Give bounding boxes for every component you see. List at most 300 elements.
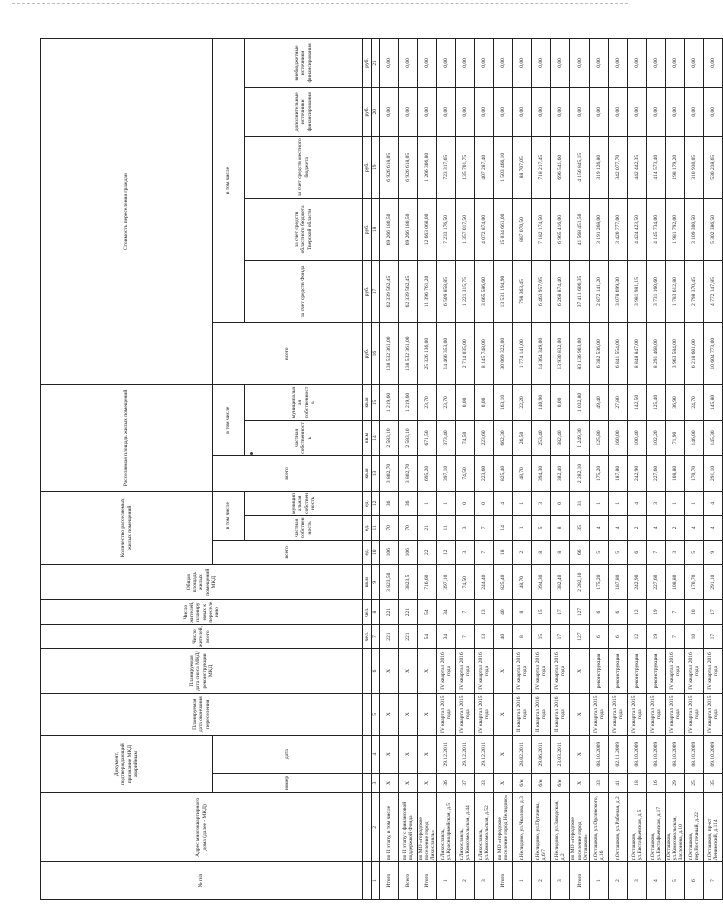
- table-row-cell: 716,60: [418, 564, 437, 600]
- table-row-cell: 3: [551, 862, 570, 900]
- table-row-cell: 48,70: [513, 456, 532, 492]
- table-row-cell: 12: [437, 540, 456, 564]
- table-row-cell: 4: [494, 491, 513, 515]
- units-row-cell: кв.м: [363, 385, 372, 421]
- header-cost-extra: дополнительные источники финансирования: [245, 87, 363, 136]
- units-row-cell: [363, 793, 372, 862]
- table-row-cell: 1: [589, 862, 608, 900]
- table-row: [665, 39, 684, 900]
- table-row-cell: 135 701,75: [456, 136, 475, 198]
- table-row-cell: 1: [513, 862, 532, 900]
- table-row: [589, 39, 608, 900]
- table-row-cell: 4 145 734,00: [646, 198, 665, 260]
- table-row-cell: 160,00: [608, 420, 627, 456]
- column-numbers-row-cell: 13: [372, 456, 380, 492]
- header-total-area: Общая площадь жилых помещений МКД: [41, 564, 363, 600]
- table-row-cell: 6 926 618,05: [380, 136, 399, 198]
- table-row-cell: X: [380, 773, 399, 793]
- header-area-municipal: муниципальная собственность: [245, 385, 363, 421]
- table-row-cell: 0,00: [589, 39, 608, 88]
- table-row-cell: 138 532 361,00: [399, 323, 418, 385]
- table-row-cell: по II этапу с финансовой поддержкой Фонда: [399, 793, 418, 862]
- table-row: [704, 39, 723, 900]
- table-row-cell: 170,70: [685, 456, 704, 492]
- table-row-cell: 10 604 773,00: [704, 323, 723, 385]
- table-row-cell: 3 420 777,00: [608, 198, 627, 260]
- table-row-cell: 35: [570, 516, 589, 540]
- table-row-cell: 146,00: [685, 420, 704, 456]
- table-row-cell: 0: [456, 491, 475, 515]
- header-num: № п/п: [41, 862, 363, 900]
- column-numbers-row-cell: 4: [372, 735, 380, 773]
- table-row-cell: 0,00: [570, 39, 589, 88]
- units-row-cell: руб.: [363, 323, 372, 385]
- table-row-cell: 30 069 322,00: [494, 323, 513, 385]
- table-row-cell: X: [494, 773, 513, 793]
- table-row-cell: 0,00: [513, 39, 532, 88]
- units-row-cell: кв.м: [363, 420, 372, 456]
- table-row-cell: 6 463 957,05: [532, 260, 551, 322]
- table-row-cell: 62 339 562,45: [380, 260, 399, 322]
- table-row-cell: 1: [437, 862, 456, 900]
- units-row-cell: кв.м: [363, 456, 372, 492]
- table-row-cell: X: [399, 773, 418, 793]
- table-row-cell: 138 532 361,00: [380, 323, 399, 385]
- table-row-cell: 3: [532, 491, 551, 515]
- units-row-cell: руб.: [363, 87, 372, 136]
- table-row-cell: реконструкция: [589, 649, 608, 693]
- column-numbers-row-cell: 17: [372, 260, 380, 322]
- column-numbers-row-cell: 18: [372, 198, 380, 260]
- table-row-cell: IV квартал 2015 года: [456, 693, 475, 735]
- table-row-cell: IV квартал 2016 года: [437, 649, 456, 693]
- table-row-cell: 291,10: [704, 564, 723, 600]
- table-row-cell: 5: [532, 516, 551, 540]
- table-row-cell: 23,70: [437, 385, 456, 421]
- table-row-cell: X: [570, 693, 589, 735]
- table-row-cell: 0,00: [380, 39, 399, 88]
- table-row-cell: 5: [685, 540, 704, 564]
- table-row-cell: 2 798 370,45: [685, 260, 704, 322]
- table-row-cell: X: [380, 693, 399, 735]
- table-row-cell: 0,00: [456, 385, 475, 421]
- table-row-cell: 0,00: [437, 39, 456, 88]
- table-row-cell: 27,80: [608, 385, 627, 421]
- table-row-cell: 33: [475, 773, 494, 793]
- table-row-cell: 08.10.2009: [589, 735, 608, 773]
- units-row-cell: чел.: [363, 600, 372, 624]
- table-row-cell: 407 287,40: [475, 136, 494, 198]
- table-row-cell: 70: [399, 516, 418, 540]
- table-row-cell: 41 568 451,50: [570, 198, 589, 260]
- header-cost-fund: за счет средств Фонда: [245, 260, 363, 322]
- header-count-private: частная собственность: [245, 516, 363, 540]
- table-row-cell: 0,00: [608, 87, 627, 136]
- table-row-cell: по II этапу, в том числе: [380, 793, 399, 862]
- table-row-cell: 8: [551, 540, 570, 564]
- table-row-cell: 4 156 845,15: [570, 136, 589, 198]
- table-row-cell: 34: [437, 600, 456, 624]
- header-area-private: частная собственность: [245, 420, 363, 456]
- table-row-cell: 10: [685, 600, 704, 624]
- units-row-cell: [363, 693, 372, 735]
- table-row: [437, 39, 456, 900]
- table-row-cell: 19: [646, 600, 665, 624]
- table-row-cell: 11 396 761,20: [418, 260, 437, 322]
- table-row-cell: 142,50: [627, 385, 646, 421]
- table-row-cell: 2: [665, 516, 684, 540]
- table-row-cell: 2: [627, 516, 646, 540]
- table-row-cell: 28.02.2011: [513, 735, 532, 773]
- table-row-cell: 17: [551, 624, 570, 648]
- table-row-cell: 16: [646, 773, 665, 793]
- table-row-cell: 22: [418, 540, 437, 564]
- table-row-cell: 127: [570, 624, 589, 648]
- table-row-cell: Всего: [399, 862, 418, 900]
- table-row-cell: 33: [589, 773, 608, 793]
- table-row-cell: 108,80: [665, 456, 684, 492]
- table-row-cell: 74,50: [456, 456, 475, 492]
- table-row-cell: 3823,5: [399, 564, 418, 600]
- table-row-cell: 4: [646, 516, 665, 540]
- table-row-cell: 1: [437, 491, 456, 515]
- table-row-cell: 8: [532, 540, 551, 564]
- header-doc-date: дата: [213, 735, 363, 773]
- column-numbers-row-cell: 21: [372, 39, 380, 88]
- header-cost-total: всего: [213, 323, 363, 385]
- table-row-cell: 0,00: [532, 39, 551, 88]
- table-row-cell: 1: [608, 491, 627, 515]
- column-numbers-row-cell: 6: [372, 649, 380, 693]
- table-row: [418, 39, 437, 900]
- table-row-cell: 3: [475, 862, 494, 900]
- table-row-cell: 0,00: [665, 87, 684, 136]
- table-row-cell: IV квартал 2016 года: [532, 649, 551, 693]
- table-row-cell: 54: [418, 624, 437, 648]
- table-row-cell: 0,00: [608, 39, 627, 88]
- table-row-cell: X: [494, 693, 513, 735]
- table-row-cell: 8 848 847,00: [627, 323, 646, 385]
- table-row-cell: 0,00: [551, 385, 570, 421]
- table-row-cell: 4: [685, 516, 704, 540]
- table-row-cell: 1 266 306,80: [418, 136, 437, 198]
- table-row-cell: 6: [627, 540, 646, 564]
- table-row-cell: 0,00: [551, 87, 570, 136]
- table-row-cell: 29.12.2011: [475, 735, 494, 773]
- table-row-cell: 41: [608, 773, 627, 793]
- table-row-cell: X: [570, 649, 589, 693]
- table-row-cell: 40: [494, 624, 513, 648]
- table-row-cell: 1 219,60: [399, 385, 418, 421]
- table-row-cell: г.Лихославль, ул.Комсомольская, д.44: [456, 793, 475, 862]
- table-row-cell: 3 731 160,60: [646, 260, 665, 322]
- table-row: [475, 39, 494, 900]
- table-row-cell: 8: [513, 600, 532, 624]
- table-row-cell: 4 772 147,85: [704, 260, 723, 322]
- table-row-cell: 6: [608, 600, 627, 624]
- table-row-cell: 2: [513, 540, 532, 564]
- table-row-cell: 1: [685, 491, 704, 515]
- table-row-cell: 14: [494, 516, 513, 540]
- table-row-cell: 4: [589, 516, 608, 540]
- table-row-cell: 382,40: [551, 564, 570, 600]
- table-row-cell: 0,00: [551, 39, 570, 88]
- table-row-cell: 1 249,30: [570, 420, 589, 456]
- table-row-cell: 3 981 981,15: [627, 260, 646, 322]
- table-row-cell: 02.11.2009: [608, 735, 627, 773]
- table-row-cell: 25: [685, 773, 704, 793]
- table-row-cell: 6 841 554,00: [608, 323, 627, 385]
- table-row-cell: 0,00: [494, 87, 513, 136]
- table-row-cell: 0,00: [704, 87, 723, 136]
- table-row-cell: 26,50: [513, 420, 532, 456]
- table-row-cell: 140,90: [532, 385, 551, 421]
- table-row-cell: 7: [475, 540, 494, 564]
- table-row-cell: 6/н: [513, 773, 532, 793]
- table-row-cell: 2 714 035,00: [456, 323, 475, 385]
- column-numbers-row-cell: 11: [372, 516, 380, 540]
- table-row-cell: 0,00: [399, 39, 418, 88]
- table-row-cell: 6: [608, 624, 627, 648]
- table-row-cell: 19: [646, 624, 665, 648]
- table-row-cell: 4: [704, 516, 723, 540]
- units-row-cell: руб.: [363, 198, 372, 260]
- table-row-cell: 223,60: [475, 420, 494, 456]
- table-row-cell: 7: [704, 862, 723, 900]
- table-row-cell: 12: [627, 624, 646, 648]
- column-numbers-row-cell: 10: [372, 540, 380, 564]
- table-row-cell: по МО «городское поселение город Осташков»: [570, 793, 589, 862]
- table-row-cell: 163,10: [494, 385, 513, 421]
- table-row: [513, 39, 532, 900]
- units-row-cell: [363, 649, 372, 693]
- table-row-cell: 1 357 017,50: [456, 198, 475, 260]
- table-row-cell: 2: [456, 862, 475, 900]
- table-row-cell: 21: [418, 516, 437, 540]
- header-area-total: всего: [213, 456, 363, 492]
- table-row-cell: X: [399, 735, 418, 773]
- table-row-cell: г.Осташков, ул.Евстафьевская, д.17: [646, 793, 665, 862]
- table-row-cell: 198 179,20: [665, 136, 684, 198]
- table-row-cell: 36,90: [665, 385, 684, 421]
- table-row-cell: 2 282,10: [570, 564, 589, 600]
- table-row-cell: г.Осташков, ул.Орловского, д.16: [589, 793, 608, 862]
- table-row-cell: 0,00: [532, 87, 551, 136]
- table-row-cell: 31: [570, 491, 589, 515]
- table-row-cell: г.Нелидово, ул.Чкалова, д.3: [513, 793, 532, 862]
- table-row-cell: 319 126,80: [589, 136, 608, 198]
- table-row-cell: 29.12.2011: [456, 735, 475, 773]
- table-row-cell: 6 965 416,00: [551, 198, 570, 260]
- table-row-cell: 37: [456, 773, 475, 793]
- table-row-cell: 6 218 601,00: [685, 323, 704, 385]
- table-row-cell: 1: [513, 491, 532, 515]
- table-row-cell: 4 424 423,50: [627, 198, 646, 260]
- units-row-cell: чел.: [363, 624, 372, 648]
- header-cost-group: Стоимость переселения граждан: [41, 39, 213, 385]
- header-count-municipal: муниципальная собственность: [245, 491, 363, 515]
- table-row-cell: 3 191 268,00: [589, 198, 608, 260]
- table-row-cell: 2: [532, 862, 551, 900]
- table-row-cell: реконструкция: [646, 649, 665, 693]
- table-row-cell: 1: [513, 516, 532, 540]
- units-row-cell: руб.: [363, 260, 372, 322]
- table-row-cell: 125,80: [589, 420, 608, 456]
- table-row-cell: 175,20: [589, 564, 608, 600]
- table-row-cell: 102,20: [646, 420, 665, 456]
- table-row-cell: 3: [665, 540, 684, 564]
- table-row-cell: 3 109 300,50: [685, 198, 704, 260]
- header-area-group: Расселяемая площадь жилых помещений: [41, 385, 213, 492]
- table-row-cell: 22,20: [513, 385, 532, 421]
- table-row-cell: 3: [456, 516, 475, 540]
- table-row-cell: 221: [380, 624, 399, 648]
- table-row-cell: X: [494, 649, 513, 693]
- table-row-cell: 145,30: [704, 420, 723, 456]
- table-row-cell: 6/н: [532, 773, 551, 793]
- table-row-cell: 187,80: [608, 564, 627, 600]
- table-row-cell: 5 302 386,50: [704, 198, 723, 260]
- table-row-cell: 69 266 180,50: [399, 198, 418, 260]
- table-row-cell: 0,00: [456, 87, 475, 136]
- table-row-cell: 7: [665, 600, 684, 624]
- units-row-cell: ед.: [363, 516, 372, 540]
- table-row-cell: 227,60: [646, 456, 665, 492]
- table-row-cell: 0,00: [704, 39, 723, 88]
- table-row-cell: 0,00: [627, 39, 646, 88]
- table-row-cell: 4: [704, 491, 723, 515]
- table-row-cell: г.Лихославль, ул.Красноармейская, д.5: [437, 793, 456, 862]
- table-row-cell: 88 707,05: [513, 136, 532, 198]
- table-row-cell: 13: [475, 600, 494, 624]
- table-row-cell: X: [570, 773, 589, 793]
- column-numbers-row-cell: 12: [372, 491, 380, 515]
- header-cost-incl: в том числе: [213, 39, 245, 323]
- table-row-cell: 8: [513, 624, 532, 648]
- table-row-cell: 3 665 586,60: [475, 260, 494, 322]
- table-row-cell: г.Осташков, ул.Комсомольская, Заслонова, д.10: [665, 793, 684, 862]
- table-row-cell: 29.06.2011: [532, 735, 551, 773]
- table-row-cell: по МО «городское поселение город Нелидово»: [494, 793, 513, 862]
- table-row-cell: 12 663 068,00: [418, 198, 437, 260]
- table-row-cell: 106: [380, 540, 399, 564]
- table-row-cell: 3 802,70: [399, 456, 418, 492]
- table-row-cell: 13 531 194,90: [494, 260, 513, 322]
- table-row-cell: 175,20: [589, 456, 608, 492]
- units-row-cell: ед.: [363, 540, 372, 564]
- table-row-cell: 08.10.2009: [665, 735, 684, 773]
- rotated-table-wrapper: [40, 38, 720, 900]
- table-row-cell: 36: [437, 773, 456, 793]
- header-count-group: Количество расселяемых жилых помещений: [41, 491, 213, 564]
- table-row-cell: X: [418, 649, 437, 693]
- table-row-cell: 8 145 748,00: [475, 323, 494, 385]
- table-row-cell: 0: [475, 491, 494, 515]
- table-row-cell: 69 266 180,50: [380, 198, 399, 260]
- table-row-cell: 12: [627, 600, 646, 624]
- column-numbers-row-cell: 19: [372, 136, 380, 198]
- table-row-cell: 3 823,50: [380, 564, 399, 600]
- table-row-cell: 0,00: [627, 87, 646, 136]
- table-row-cell: 397,10: [437, 456, 456, 492]
- table-row-cell: 18: [627, 773, 646, 793]
- table-row-cell: 0,00: [475, 87, 494, 136]
- table-row-cell: 8 291 468,00: [646, 323, 665, 385]
- table-row-cell: 13 930 832,00: [551, 323, 570, 385]
- table-row-cell: 15: [532, 624, 551, 648]
- table-row-cell: 0,00: [665, 39, 684, 88]
- column-numbers-row-cell: 1: [372, 862, 380, 900]
- table-row-cell: IV квартал 2016 года: [456, 649, 475, 693]
- table-row-cell: 1 774 141,00: [513, 323, 532, 385]
- table-row-cell: 442 442,35: [627, 136, 646, 198]
- header-planned-demolition: Планируемая дата сноса МКД/реконструкции МКД: [41, 649, 363, 693]
- table-row-cell: Итого: [418, 862, 437, 900]
- table-row-cell: 6: [589, 624, 608, 648]
- table-row: [627, 39, 646, 900]
- table-row-cell: 397,10: [437, 564, 456, 600]
- table-row: [494, 39, 513, 900]
- table-row-cell: IV квартал 2015 года: [646, 693, 665, 735]
- table-row-cell: 244,40: [475, 564, 494, 600]
- column-numbers-row-cell: 7: [372, 624, 380, 648]
- table-row-cell: г.Лихославль, ул.Комсомольская, д.52: [475, 793, 494, 862]
- table-row-cell: 6/н: [551, 773, 570, 793]
- table-row: [380, 39, 399, 900]
- table-row-cell: 1: [418, 491, 437, 515]
- table-row-cell: 2 583,10: [380, 420, 399, 456]
- table-row-cell: 54: [418, 600, 437, 624]
- units-row-cell: кв.м: [363, 564, 372, 600]
- table-row-cell: 2 583,10: [399, 420, 418, 456]
- table-row-cell: 0,00: [685, 87, 704, 136]
- units-row-cell: [363, 773, 372, 793]
- table-row-cell: IV квартал 2015 года: [627, 693, 646, 735]
- table-row-cell: 223,60: [475, 456, 494, 492]
- table-row-cell: X: [418, 693, 437, 735]
- column-numbers-row-cell: 2: [372, 793, 380, 862]
- table-row-cell: 0,00: [399, 87, 418, 136]
- table-row-cell: 718 217,45: [532, 136, 551, 198]
- table-row-cell: 373,40: [437, 420, 456, 456]
- table-row-cell: 106: [399, 540, 418, 564]
- table-row-cell: 25 326 136,00: [418, 323, 437, 385]
- units-row: [363, 39, 372, 900]
- table-row-cell: 23.03.2011: [551, 735, 570, 773]
- table-row-cell: 6: [589, 600, 608, 624]
- table-row-cell: 37 411 606,35: [570, 260, 589, 322]
- table-row-cell: 342 077,70: [608, 136, 627, 198]
- table-row-cell: 1 783 612,80: [665, 260, 684, 322]
- table-row-cell: 0,00: [380, 87, 399, 136]
- header-doc-number: номер: [213, 773, 363, 793]
- table-row-cell: 0,00: [513, 87, 532, 136]
- table-row-cell: 127: [570, 600, 589, 624]
- table-row-cell: 2 282,10: [570, 456, 589, 492]
- table-row: [646, 39, 665, 900]
- table-row-cell: 0,00: [646, 39, 665, 88]
- top-dashed-rule: [12, 3, 628, 4]
- table-row-cell: X: [418, 773, 437, 793]
- table-row-cell: X: [418, 735, 437, 773]
- table-row-cell: 40: [494, 600, 513, 624]
- table-row-cell: 0,00: [456, 39, 475, 88]
- table-row-cell: 2: [608, 862, 627, 900]
- table-row-cell: 08.10.2009: [646, 735, 665, 773]
- header-residents-planned: Число жителей, планируемых к переселению: [41, 600, 363, 624]
- table-row-cell: 887 070,50: [513, 198, 532, 260]
- table-row-cell: 34: [437, 624, 456, 648]
